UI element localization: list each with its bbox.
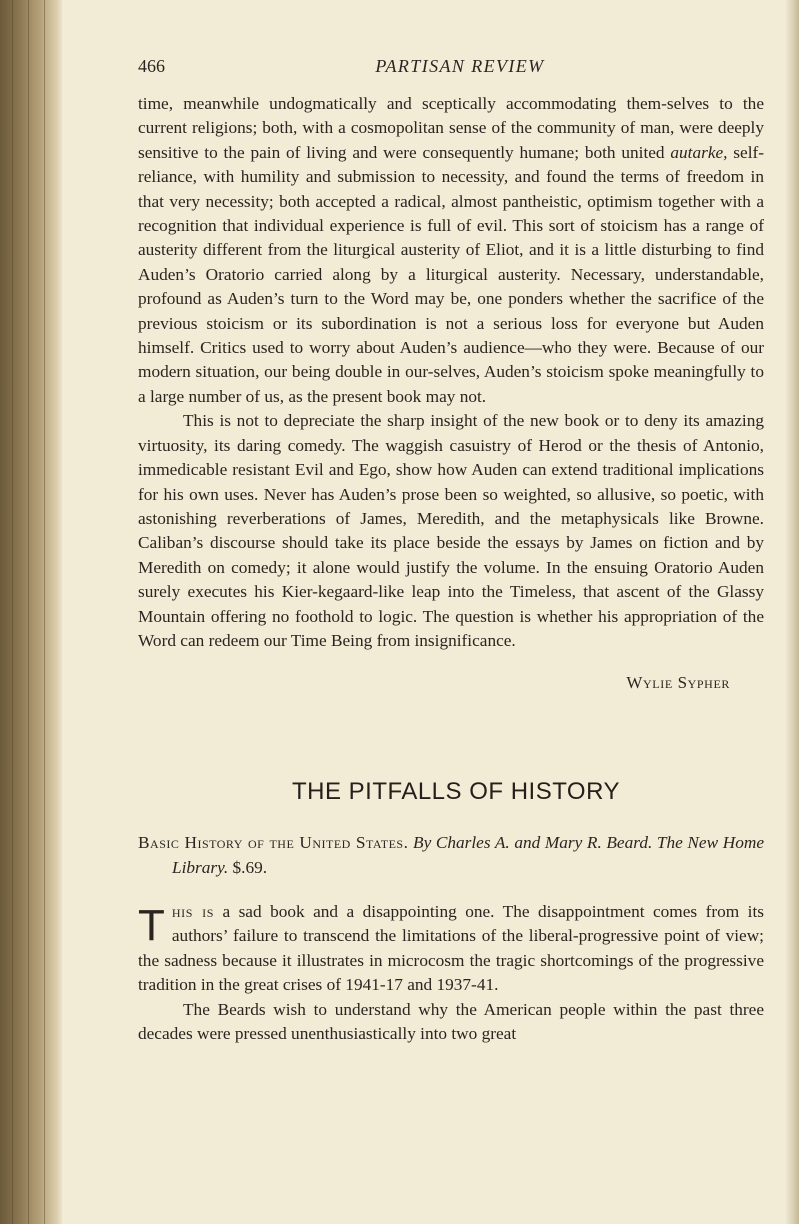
review-paragraph: This is not to depreciate the sharp insight of the new book or to deny its amazing virtuosity, its daring comedy. The waggish casuistry of Herod or the thesis of Antonio, immedicable resistant Evil and Ego, show how Auden can extend traditional implications for his own uses. Never has Auden’s prose been so weighted, so allusive, so poetic, with astonishing reverberations of James, Meredith, and the metaphysicals like Browne. Caliban’s discourse should take its place beside the essays by James on fiction and by Meredith on comedy; it alone would justify the volume. In the ensuing Oratorio Auden surely executes his Kier-kegaard-like leap into the Timeless, that ascent of the Glassy Mountain offering no foothold to logic. The question is whether his appropriation of the Word can redeem our Time Being from insignificance.: [138, 411, 764, 650]
review-paragraph: [138, 92, 764, 409]
book-spine-shadow: [0, 0, 62, 1224]
paragraph-text: a sad book and a disappointing one. The disappointment comes from its authors’ failure to transcend the limitations of the liberal-progressive point of view; the sadness because it illustrates in microcosm the tragic shortcomings of the progressive tradition in the great crises of 1941-17 and 1937-41.: [138, 901, 764, 995]
drop-cap: T: [138, 900, 165, 950]
review-title: THE PITFALLS OF HISTORY: [291, 777, 621, 805]
page-edge-shadow: [785, 0, 799, 1224]
journal-title: PARTISAN REVIEW: [375, 56, 545, 76]
lead-in: his is: [171, 901, 214, 921]
review-paragraph: [138, 900, 764, 998]
review-paragraph: The Beards wish to understand why the American people within the past three decades were pressed unenthusiastically into two great: [138, 999, 764, 1043]
book-price: $.69.: [232, 857, 268, 877]
italic-term: autarke,: [670, 142, 728, 162]
page-number: 466: [138, 56, 165, 76]
running-header: [138, 54, 764, 82]
review-signature: Wylie Sypher: [626, 673, 730, 693]
book-citation: [138, 831, 764, 880]
paragraph-text: self-reliance, with humility and submission to necessity, and found the terms of freedom in that very necessity; both accepted a radical, almost pantheistic, optimism together with a recognition that individual experience is full of evil. This sort of stoicism has a range of austerity different from the liturgical austerity of Eliot, and it is a little disturbing to find Auden’s Oratorio carried along by a liturgical austerity. Necessary, understandable, profound as Auden’s turn to the Word may be, one ponders whether the sacrifice of the previous stoicism or its subordination is not a serious loss for everyone but Auden himself. Critics used to worry about Auden’s audience—who they were. Because of our modern situation, our being double in our-selves, Auden’s stoicism spoke meaningfully to a large number of us, as the present book may not.: [138, 142, 765, 406]
spine-crease: [12, 0, 13, 1224]
paragraph-text: time, meanwhile undogmatically and sceptically accommodating them-selves to the current religions; both, with a cosmopolitan sense of the community of man, were deeply sensitive to the pain of living and were consequently humane; both united: [138, 94, 764, 162]
spine-crease: [28, 0, 29, 1224]
book-page: [138, 54, 764, 1046]
book-title: Basic History of the United States.: [138, 833, 409, 853]
book-authors: By Charles A. and Mary R. Beard. The New Home Library.: [172, 833, 764, 877]
spine-crease: [44, 0, 45, 1224]
